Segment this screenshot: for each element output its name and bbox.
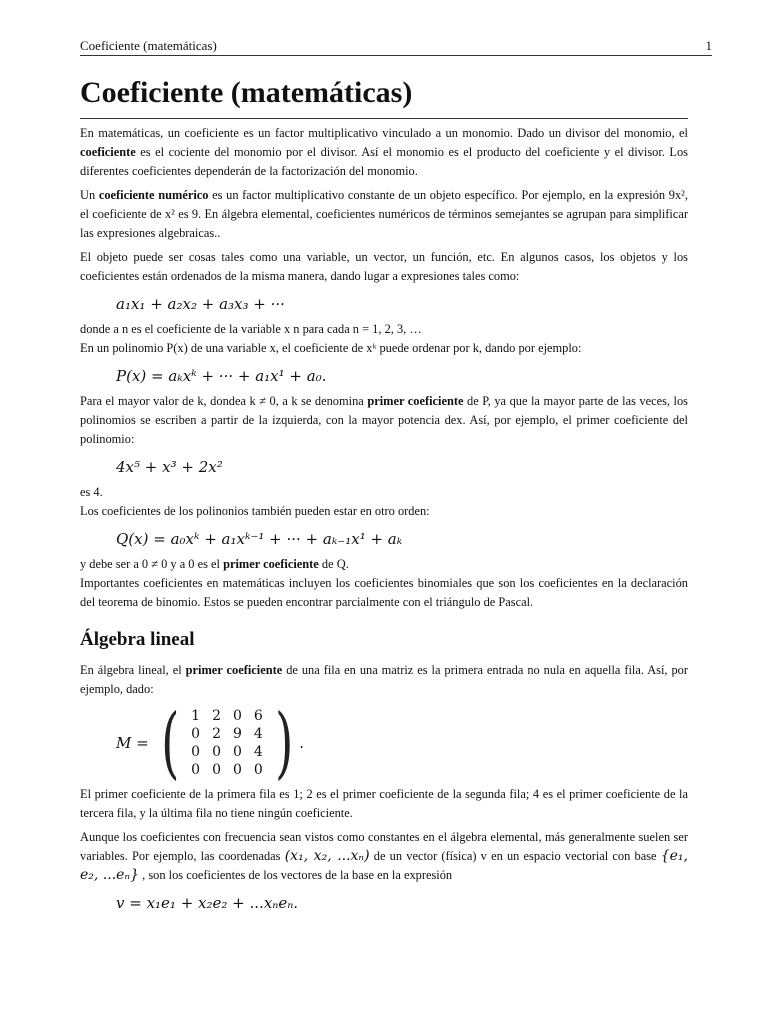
equation-vector: v = x₁e₁ + x₂e₂ + ...xₙeₙ. <box>116 894 299 912</box>
article-body <box>80 124 688 919</box>
matrix-cell: 0 <box>191 762 201 778</box>
matrix-cell: 0 <box>232 744 242 760</box>
matrix-equation <box>116 698 688 788</box>
matrix-cell: 1 <box>191 708 201 724</box>
paragraph-coordinates: Aunque los coeficientes con frecuencia sean vistos como constantes en el álgebra elemental, más generalmente suelen ser variables. Por ejemplo, las coordenadas (x₁, x₂, ...xₙ) de un vector (física) v en un espacio vectorial con base {e₁, e₂, ...eₙ} , son los coeficientes de los vectores de la base en la expresión <box>80 830 688 883</box>
matrix-row <box>185 761 269 779</box>
page-number: 1 <box>705 38 712 53</box>
matrix-cell: 0 <box>253 762 263 778</box>
matrix-cell: 0 <box>212 762 221 778</box>
inline-math-coordinates: (x₁, x₂, ...xₙ) <box>284 848 370 864</box>
title-rule <box>80 118 688 119</box>
matrix-cell: 6 <box>253 708 263 724</box>
equation-q: Q(x) = a₀xᵏ + a₁xᵏ⁻¹ + ··· + aₖ₋₁x¹ + aₖ <box>116 530 403 548</box>
paragraph-intro: En matemáticas, un coeficiente es un factor multiplicativo vinculado a un monomio. Dado un divisor del monomio, el coeficiente es el cociente del monomio por el divisor. Así el monomio es el producto del coeficiente y el divisor. Los diferentes coeficientes dependerán de la factorización del monomio. <box>80 126 688 178</box>
equation-linear-sum: a₁x₁ + a₂x₂ + a₃x₃ + ··· <box>116 295 285 313</box>
paragraph-is-four: es 4. <box>80 485 103 499</box>
paragraph-polynomial: En un polinomio P(x) de una variable x, el coeficiente de xᵏ puede ordenar por k, dando por ejemplo: <box>80 341 582 355</box>
matrix-cell: 2 <box>212 726 221 742</box>
right-paren: ) <box>274 698 294 788</box>
equation-polynomial: P(x) = aₖxᵏ + ··· + a₁x¹ + a₀. <box>116 367 327 385</box>
matrix-trailing-period: . <box>299 733 305 752</box>
matrix-cell: 0 <box>191 726 201 742</box>
header-rule <box>80 55 712 56</box>
equation-example-poly: 4x⁵ + x³ + 2x² <box>116 458 223 476</box>
matrix-cell: 0 <box>191 744 201 760</box>
header-title: Coeficiente (matemáticas) <box>80 38 217 53</box>
matrix-cell: 0 <box>212 744 221 760</box>
paragraph-leading-entries: El primer coeficiente de la primera fila es 1; 2 es el primer coeficiente de la segunda fila; 4 es el primer coeficiente de la tercera fila, y la última fila no tiene ningún coeficiente. <box>80 787 688 820</box>
paragraph-numeric: Un coeficiente numérico es un factor multiplicativo constante de un objeto específico. Por ejemplo, en la expresión 9x², el coeficiente de x² es 9. En álgebra elemental, coeficientes numéricos de términos semejantes se agrupan para simplificar las expresiones algebraicas.. <box>80 188 688 240</box>
inline-math-basis: {e₁, e₂, ...eₙ} <box>80 848 688 883</box>
matrix-cell: 4 <box>253 726 263 742</box>
section-heading-linear-algebra: Álgebra lineal <box>80 629 195 650</box>
paragraph-where: donde a n es el coeficiente de la variable x n para cada n = 1, 2, 3, … <box>80 322 422 336</box>
left-paren: ( <box>160 698 180 788</box>
paragraph-leading: Para el mayor valor de k, dondea k ≠ 0, a k se denomina primer coeficiente de P, ya que la mayor parte de las veces, los polinomios se escriben a partir de la izquierda, con la mayor potencia dex. Así, por ejemplo, el primer coeficiente del polinomio: <box>80 394 689 446</box>
running-header <box>80 38 712 54</box>
matrix-row <box>185 743 269 761</box>
matrix-cell: 0 <box>232 708 242 724</box>
matrix-row <box>185 707 269 725</box>
paragraph-must-be: y debe ser a 0 ≠ 0 y a 0 es el primer coeficiente de Q. <box>80 557 349 571</box>
matrix-cell: 0 <box>232 762 242 778</box>
paragraph-objects: El objeto puede ser cosas tales como una variable, un vector, un función, etc. En algunos casos, los objetos y los coeficientes están ordenados de la misma manera, dando lugar a expresiones tales como: <box>80 250 688 283</box>
matrix-cell: 9 <box>232 726 242 742</box>
paragraph-other-order: Los coeficientes de los polinonios también pueden estar en otro orden: <box>80 504 430 518</box>
matrix-cell: 4 <box>253 744 263 760</box>
matrix-lhs: M = <box>116 733 149 752</box>
matrix <box>185 707 269 779</box>
paragraph-binomial: Importantes coeficientes en matemáticas incluyen los coeficientes binomiales que son los coeficientes en la declaración del teorema de binomio. Estos se pueden encontrar parcialmente con el triángulo de Pascal. <box>80 576 688 609</box>
page-title: Coeficiente (matemáticas) <box>80 76 413 109</box>
matrix-cell: 2 <box>212 708 221 724</box>
matrix-row <box>185 725 269 743</box>
paragraph-linear-algebra: En álgebra lineal, el primer coeficiente de una fila en una matriz es la primera entrada no nula en aquella fila. Así, por ejemplo, dado: <box>80 663 689 696</box>
